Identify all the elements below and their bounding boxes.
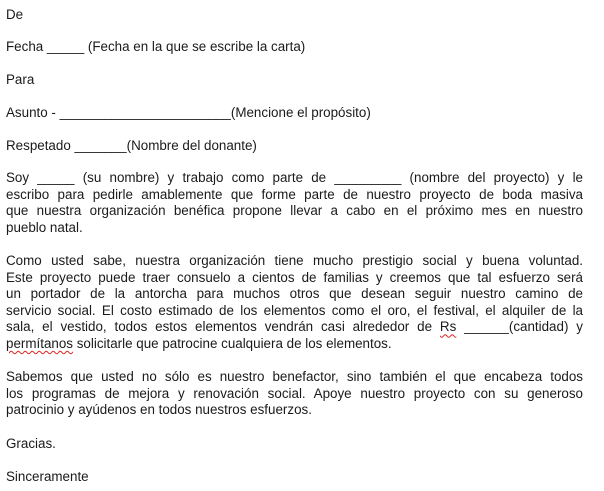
paragraph-line: [6, 319, 583, 336]
thanks-line: Gracias.: [6, 436, 56, 451]
text-segment: solicitarle que patrocine cualquiera de los elementos.: [73, 335, 392, 351]
paragraph-line: Soy _____ (su nombre) y trabajo como parte de _________ (nombre del proyecto) y le: [6, 170, 583, 185]
date-line: Fecha _____ (Fecha en la que se escribe la carta): [6, 39, 306, 54]
paragraph-line: patrocinio y ayúdenos en todos nuestros esfuerzos.: [6, 402, 312, 418]
subject-line: Asunto - _______________________(Mencione el propósito): [6, 105, 371, 120]
paragraph-closing: [6, 369, 583, 419]
paragraph-line: Como usted sabe, nuestra organización tiene mucho prestigio social y buena voluntad.: [6, 253, 583, 268]
spellcheck-word: permítanos: [6, 335, 73, 351]
paragraph-line: servicio social. El costo estimado de los elementos como el oro, el festival, el alquiler de la: [6, 302, 583, 318]
paragraph-line: que nuestra organización benéfica propone llevar a cabo en el próximo mes en nuestro: [6, 203, 583, 219]
paragraph-line: los programas de mejora y renovación social. Apoye nuestro proyecto con su generoso: [6, 385, 583, 401]
paragraph-line: Este proyecto puede traer consuelo a cientos de familias y creemos que tal esfuerzo será: [6, 269, 583, 285]
paragraph-intro: [6, 170, 583, 236]
paragraph-line: pueblo natal.: [6, 219, 83, 235]
closing-line: Sinceramente: [6, 469, 89, 484]
salutation-line: Respetado _______(Nombre del donante): [6, 138, 257, 153]
from-label: De: [6, 7, 24, 22]
text-segment: ______(cantidad) y: [456, 319, 583, 335]
spellcheck-word: Rs: [439, 319, 457, 335]
paragraph-body: [6, 253, 583, 353]
paragraph-line: [6, 336, 583, 353]
paragraph-line: escribo para pedirle amablemente que forme parte de nuestro proyecto de boda masiva: [6, 186, 583, 202]
paragraph-line: Sabemos que usted no sólo es nuestro benefactor, sino también el que encabeza todos: [6, 369, 583, 384]
to-label: Para: [6, 72, 35, 87]
text-segment: sala, el vestido, todos estos elementos vendrán casi alrededor de: [6, 319, 440, 335]
paragraph-line: un portador de la antorcha para muchos otros que desean seguir nuestro camino de: [6, 286, 583, 302]
